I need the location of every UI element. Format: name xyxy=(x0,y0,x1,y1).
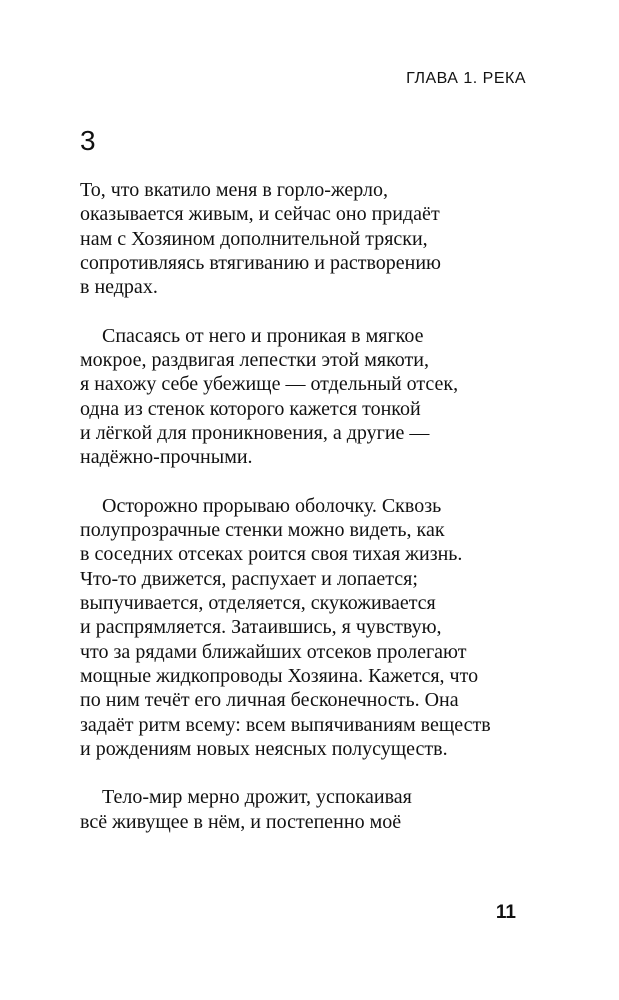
chapter-number: 3 xyxy=(80,125,96,156)
running-head: ГЛАВА 1. РЕКА xyxy=(406,70,526,87)
text-line: Что-то движется, распухает и лопается; xyxy=(80,567,418,590)
text-line: задаёт ритм всему: всем выпячиваниям веществ xyxy=(80,713,491,736)
text-line: оказывается живым, и сейчас оно придаёт xyxy=(80,203,440,226)
text-line: Осторожно прорываю оболочку. Сквозь xyxy=(102,494,442,517)
paragraph-4 xyxy=(80,785,520,834)
text-line: полупрозрачные стенки можно видеть, как xyxy=(80,519,445,542)
paragraph-2 xyxy=(80,324,520,470)
text-line: по ним течёт его личная бесконечность. Она xyxy=(80,689,459,712)
text-line: сопротивляясь втягиванию и растворению xyxy=(80,251,441,274)
text-line: я нахожу себе убежище — отдельный отсек, xyxy=(80,373,459,396)
text-line: надёжно-прочными. xyxy=(80,446,253,469)
paragraph-3 xyxy=(80,494,520,761)
text-line: Тело-мир мерно дрожит, успокаивая xyxy=(102,786,412,809)
text-line: одна из стенок которого кажется тонкой xyxy=(80,397,421,420)
text-line: в соседних отсеках роится своя тихая жизнь. xyxy=(80,543,463,566)
page-number: 11 xyxy=(495,902,516,923)
text-line: всё живущее в нём, и постепенно моё xyxy=(80,810,402,833)
text-line: мощные жидкопроводы Хозяина. Кажется, что xyxy=(80,664,479,687)
text-line: в недрах. xyxy=(80,276,158,299)
body-text xyxy=(80,178,520,858)
text-line: выпучивается, отделяется, скукоживается xyxy=(80,592,436,615)
text-line: Спасаясь от него и проникая в мягкое xyxy=(102,324,424,347)
text-line: То, что вкатило меня в горло-жерло, xyxy=(80,179,388,201)
paragraph-1 xyxy=(80,178,520,299)
text-line: и рождениям новых неясных полусуществ. xyxy=(80,737,448,760)
text-line: нам с Хозяином дополнительной тряски, xyxy=(80,227,428,250)
text-line: мокрое, раздвигая лепестки этой мякоти, xyxy=(80,349,429,372)
text-line: что за рядами ближайших отсеков пролегают xyxy=(80,640,467,663)
text-line: и распрямляется. Затаившись, я чувствую, xyxy=(80,616,442,639)
text-line: и лёгкой для проникновения, а другие — xyxy=(80,421,430,444)
